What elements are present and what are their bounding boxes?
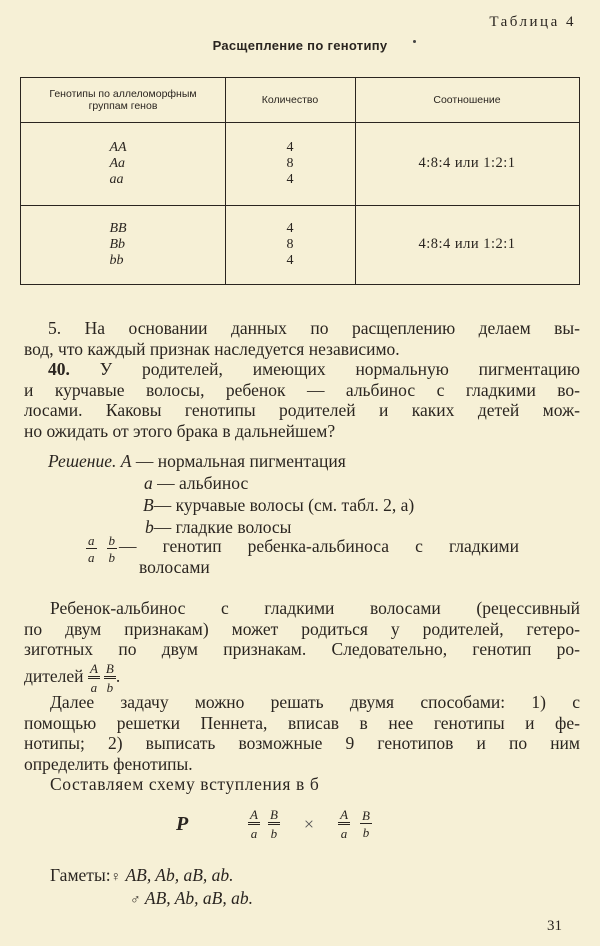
fraction-A-a — [248, 808, 260, 840]
table-row-group-b — [21, 205, 225, 284]
genotype-cell: Aa — [109, 155, 125, 171]
fraction-num: B — [362, 808, 370, 823]
text-line: — генотип ребенка-альбиноса с гладкими — [119, 536, 519, 556]
text-line: по двум признакам) может родиться у родителей, гетеро- — [24, 618, 580, 639]
fraction-den: b — [270, 826, 278, 841]
paragraph-methods — [24, 692, 580, 795]
fraction-num: A — [338, 808, 350, 825]
gametes — [50, 865, 253, 911]
genotype-cell: aa — [109, 171, 124, 187]
fraction-den: b — [362, 825, 370, 840]
text-line: зиготных по двум признакам. Следовательно, генотип ро- — [24, 639, 580, 659]
text-line: вод, что каждый признак наследуется независимо. — [24, 338, 400, 359]
fraction-num: A — [248, 808, 260, 825]
text-line: Далее задачу можно решать двумя способами: 1) с — [50, 692, 580, 712]
paragraph-conclusion — [24, 318, 580, 359]
fraction-B-b — [268, 808, 280, 840]
genotype-split-table — [20, 77, 580, 285]
count-value: 4 — [286, 171, 294, 187]
fraction-B-b — [104, 662, 116, 694]
fraction-bb — [107, 534, 118, 564]
fraction-den: a — [250, 826, 258, 841]
cross-scheme — [176, 808, 372, 840]
fraction-num: B — [104, 662, 116, 679]
ratio-cell-group-b: 4:8:4 или 1:2:1 — [418, 236, 516, 252]
genotype-cell: AA — [109, 139, 127, 155]
print-speck — [413, 40, 416, 43]
fraction-num: A — [88, 662, 100, 679]
page-number: 31 — [547, 918, 562, 934]
text-line: нотипы; 2) выписать возможные 9 генотипов и по ним — [24, 733, 580, 753]
solution-label: Решение. — [48, 451, 117, 471]
period: . — [115, 665, 121, 686]
paragraph-parents-genotype — [24, 598, 580, 694]
fraction-num: a — [88, 533, 95, 548]
allele-symbol: B — [143, 495, 154, 515]
text-line: У родителей, имеющих нормальную пигментацию — [69, 359, 580, 379]
count-value: 8 — [286, 155, 294, 171]
allele-desc: — курчавые волосы (см. табл. 2, а) — [153, 495, 415, 515]
allele-symbol: b — [145, 517, 154, 537]
child-genotype-line — [86, 533, 519, 578]
genotype-cell: bb — [109, 252, 124, 268]
gametes-label: Гаметы: — [50, 865, 111, 885]
text-line: Ребенок-альбинос с гладкими волосами (рецессивный — [50, 598, 580, 618]
text-line: волосами — [139, 557, 210, 577]
count-value: 8 — [286, 236, 294, 252]
cross-icon: × — [303, 813, 315, 834]
count-value: 4 — [286, 220, 294, 236]
male-icon: ♂ — [130, 893, 141, 908]
fraction-den: b — [108, 550, 115, 565]
allele-symbol: a — [144, 473, 153, 493]
count-value: 4 — [286, 252, 294, 268]
fraction-den: b — [106, 679, 114, 695]
table-title: Расщепление по генотипу — [212, 38, 388, 53]
female-icon: ♀ — [110, 870, 122, 885]
table-label: Таблица 4 — [489, 14, 576, 30]
fraction-den: a — [340, 826, 348, 841]
allele-desc: — альбинос — [157, 473, 249, 493]
genotype-cell: Bb — [109, 236, 125, 252]
task-number: 40. — [48, 359, 70, 379]
header-genotypes — [21, 78, 225, 122]
fraction-B-b — [360, 809, 372, 839]
allele-desc: — нормальная пигментация — [135, 451, 346, 471]
count-value: 4 — [286, 139, 294, 155]
fraction-den: a — [90, 679, 98, 695]
fraction-aa — [86, 534, 97, 564]
fraction-num: B — [268, 808, 280, 825]
female-gametes: AB, Ab, aB, ab. — [125, 865, 234, 885]
text-line: определить фенотипы. — [24, 753, 193, 774]
genotype-cell: BB — [109, 220, 127, 236]
header-genotypes-line2: группам генов — [88, 100, 158, 112]
header-ratio: Соотношение — [433, 94, 501, 106]
text-line: Составляем схему вступления в б — [50, 774, 320, 794]
fraction-A-a — [338, 808, 350, 840]
fraction-num: b — [108, 533, 115, 548]
allele-desc: — гладкие волосы — [153, 517, 292, 537]
text-line: дителей — [24, 665, 84, 686]
allele-symbol: A — [120, 451, 132, 471]
count-cell-group-a — [225, 122, 355, 205]
task-40 — [24, 359, 580, 441]
header-genotypes-line1: Генотипы по аллеломорфным — [49, 88, 197, 100]
male-gametes: AB, Ab, aB, ab. — [144, 888, 253, 908]
table-row-group-a — [21, 122, 225, 205]
fraction-A-a — [88, 662, 100, 694]
ratio-cell-group-a: 4:8:4 или 1:2:1 — [418, 155, 516, 171]
fraction-den: a — [88, 550, 95, 565]
text-line: и курчавые волосы, ребенок — альбинос с гладкими во- — [24, 379, 580, 400]
count-cell-group-b — [225, 205, 355, 284]
solution-legend — [48, 450, 414, 538]
text-line: лосами. Каковы генотипы родителей и каких детей мож- — [24, 400, 580, 420]
text-line: но ожидать от этого брака в дальнейшем? — [24, 420, 336, 441]
text-line: помощью решетки Пеннета, вписав в нее генотипы и фе- — [24, 712, 580, 733]
header-count: Количество — [261, 94, 319, 106]
text-line: 5. На основании данных по расщеплению делаем вы- — [48, 318, 580, 338]
parents-label: P — [176, 812, 189, 835]
